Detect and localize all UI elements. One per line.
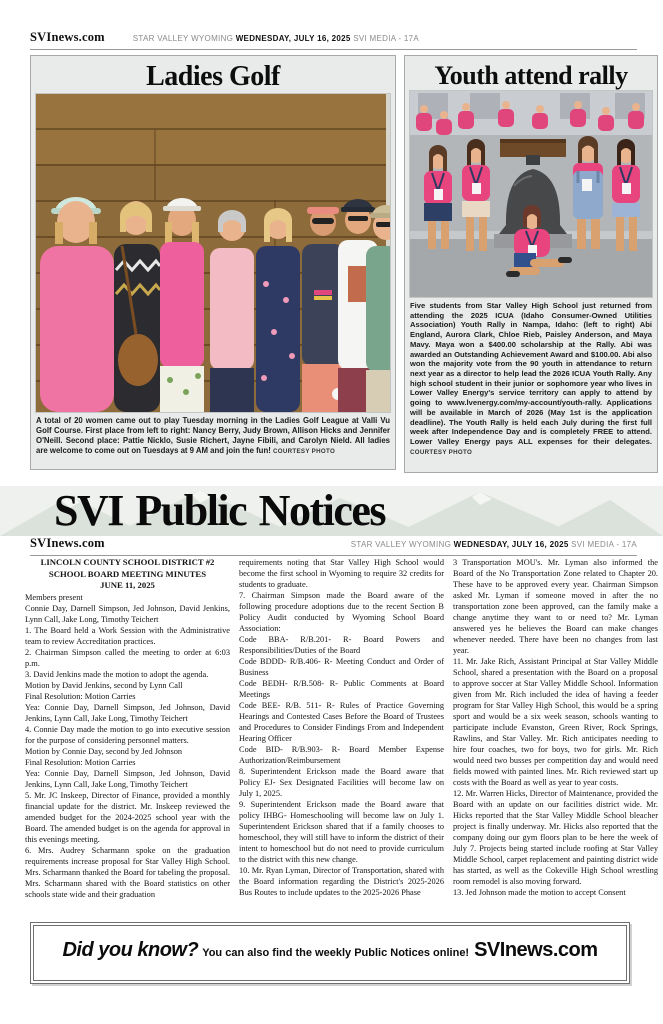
banner-site: SVInews.com [474, 939, 598, 961]
minutes-paragraph: Code BBA- R/B.201- R- Board Powers and Responsibilities/Duties of the Board [239, 635, 444, 655]
rally-photo-credit: COURTESY PHOTO [410, 448, 473, 456]
minutes-column-3 [453, 557, 658, 900]
minutes-paragraph: Code BDDD- R/B.406- R- Meeting Conduct and Order of Business [239, 657, 444, 677]
minutes-paragraph: 4. Connie Day made the motion to go into executive session for the purpose of considering personnel matters. [25, 725, 230, 746]
minutes-column-2 [239, 557, 444, 900]
minutes-paragraph: 3 Transportation MOU's. Mr. Lyman also informed the Board of the No Transportation Zone related to Chapter 20. These have to be approved every year. Chairman Simpson asked Mr. Lyman if someone moved in after the no transportation zone been approved, can the family make a change anytime they want to or need to? Mr. Lyman answered yes he believes the Board can make changes whenever needed. There have been no changes from last year. [453, 558, 658, 655]
minutes-paragraph: 7. Chairman Simpson made the Board aware of the following procedure adoptions due to the recent Section B Policy Audit conducted by Wyoming School Board Association: [239, 591, 444, 633]
minutes-columns [25, 557, 658, 900]
rally-photo [410, 91, 652, 297]
minutes-paragraph: 5. Mr. JC Inskeep, Director of Finance, provided a monthly financial update for the district. Mr. Inskeep reviewed the amended budget for the 2024-2025 school year with the Board. The amended budget is on the agenda for approval in this evenings meeting. [25, 791, 230, 845]
minutes-paragraph: 12. Mr. Warren Hicks, Director of Maintenance, provided the Board with an update on our facilities district wide. Mr. Hicks reported that the Star Valley Middle School bleacher project is finally underway. Mr. Hicks also reported that the company doing our gym floors plan to be here the week of July 7. Projects being started include roofing at Star Valley Middle School, carpet replacement and painting district wide has started, as well as the Cokeville High School wrestling room remodel is also moving forward. [453, 789, 658, 886]
minutes-paragraph: 9. Superintendent Erickson made the Board aware that policy IHBG- Homeschooling will become law on July 1. Superintendent Erickson shared that if a family chooses to homeschool, they will still have to inform the district of their intent to homeschool but do not need to provide curriculum to the district with this new change. [239, 800, 444, 864]
minutes-paragraph: Final Resolution: Motion Carries [25, 692, 136, 702]
minutes-paragraph: 2. Chairman Simpson called the meeting to order at 6:03 p.m. [25, 648, 230, 669]
minutes-paragraph: Code BID- R/B.903- R- Board Member Expense Authorization/Reimbursement [239, 745, 444, 765]
minutes-paragraph: 1. The Board held a Work Session with the Administrative team to review Accreditation practices. [25, 626, 230, 647]
rally-headline: Youth attend rally [434, 61, 628, 90]
header-meta: STAR VALLEY WYOMING WEDNESDAY, JULY 16, 2025 SVI MEDIA - 17A [350, 540, 637, 549]
notices-header [30, 536, 637, 556]
rally-caption: Five students from Star Valley High School just returned from attending the 2025 ICUA (Idaho Consumer-Owned Utilities Association) Youth Rally in Nampa, Idaho: (left to right) Abi England, Aurora Clark, Chloe Rieb, Paisley Anderson, and Maya Mavy. Maya won a $400.00 scholarship at the Rally. Abi was awarded an Outstanding Achievement Award and $100.00. Abi also won the majority vote from the 90 youth in attendance to return next year as a director to help lead the 2026 ICUA Youth Rally. Any high school student in their junior or sophomore year who lives in Lower Valley Energy's service territory can apply to attend by going to www.lvenergy.com/my-account/youth-rally. Applications will be available in March of 2026 (May 1st is the application deadline). The Youth Rally is held each July during the first full week after Independence Day and is completely FREE to attend. Lower Valley Energy pays ALL expenses for their delegates. COURTESY PHOTO [410, 301, 652, 456]
minutes-paragraph: Motion by Connie Day, second by Jed Johnson [25, 747, 183, 757]
minutes-paragraph: Code BEE- R/B. 511- R- Rules of Practice Governing Hearings and Contested Cases Before the Board of Trustees and Procedures to Consider Findings From and Independent Hearing Officer [239, 701, 444, 743]
banner-text: You can also find the weekly Public Notices online! [202, 947, 470, 959]
articles-row [30, 55, 658, 473]
golf-caption: A total of 20 women came out to play Tuesday morning in the Ladies Golf League at Valli Vu Golf Course. First place from left to right: Nancy Berry, Judy Brown, Allison Hicks and Jennifer O'Neill. Second place: Pattie Nicklo, Susie Richert, Jayne Fibili, and Carolyn Nield. All ladies are welcome to come out on Tuesdays at 9 AM and join the fun! COURTESY PHOTO [36, 416, 390, 455]
public-notices-masthead [0, 486, 663, 536]
banner-lead: Did you know? [62, 939, 199, 961]
minutes-paragraph: Connie Day, Darnell Simpson, Jed Johnson, David Jenkins, Lynn Call, Jake Long, Timothy Teichert [25, 604, 230, 625]
minutes-paragraph: 8. Superintendent Erickson made the Board aware that Policy EJ- Sex Designated Facilities will become law on July 1, 2025. [239, 767, 444, 798]
minutes-paragraph: Code BEDH- R/B.508- R- Public Comments at Board Meetings [239, 679, 444, 699]
minutes-title-line3: JUNE 11, 2025 [100, 580, 155, 591]
minutes-title-line1: LINCOLN COUNTY SCHOOL DISTRICT #2 [40, 557, 215, 567]
golf-headline: Ladies Golf [146, 61, 280, 92]
site-name: SVInews.com [30, 30, 105, 44]
did-you-know-banner [30, 922, 630, 984]
golf-photo-credit: COURTESY PHOTO [272, 447, 336, 455]
minutes-paragraph: 6. Mrs. Audrey Scharmann spoke on the graduation requirements increase proposal for Star Valley High School. Mrs. Scharmann thanked the Board for tabeling the proposal. Mrs. Scharmann shared with the Board statistics on other schools state wide and their graduation [25, 846, 230, 900]
minutes-paragraph: Yea: Connie Day, Darnell Simpson, Jed Johnson, David Jenkins, Lynn Call, Jake Long, Timothy Teichert [25, 769, 230, 790]
minutes-paragraph: Motion by David Jenkins, second by Lynn Call [25, 681, 183, 691]
article-ladies-golf [30, 55, 396, 470]
minutes-paragraph: 3. David Jenkins made the motion to adopt the agenda. [25, 670, 209, 680]
column-2-text [239, 557, 444, 898]
column-1-text [25, 592, 230, 900]
minutes-paragraph: Yea: Connie Day, Darnell Simpson, Jed Johnson, David Jenkins, Lynn Call, Jake Long, Timothy Teichert [25, 703, 230, 724]
minutes-paragraph: 11. Mr. Jake Rich, Assistant Principal at Star Valley Middle School, shared a presentation with the Board on a proposal to approve soccer at Star Valley Middle School. Information given from Mr. Rich included the idea of having a feeder program for Star Valley High School, this would be a spring sport and would be a six week season, schools wanting to participate include Evanston, Green River, Rock Springs, Rawlins, and Star Valley. Mr. Rich anticipates needing to hire four coaches, two for boys, two for girls. Mr. Rich would need two busses per competition day and would need fields mowed with painted lines. Mr. Rich reviewed start up costs with the Board as well as year to year costs. [453, 657, 658, 787]
page-header [30, 30, 637, 50]
public-notices-title: SVI Public Notices [54, 486, 385, 535]
minutes-column-1 [25, 557, 230, 900]
minutes-paragraph: requirements noting that Star Valley High School would become the first school in Wyoming to require 32 credits for students to graduate. [239, 558, 444, 589]
column-3-text [453, 557, 658, 898]
golf-photo [36, 94, 390, 412]
article-youth-rally [404, 55, 658, 473]
minutes-paragraph: 13. Jed Johnson made the motion to accept Consent [453, 888, 626, 897]
minutes-paragraph: Members present [25, 593, 83, 603]
minutes-title-line2: SCHOOL BOARD MEETING MINUTES [48, 568, 207, 579]
minutes-paragraph: Final Resolution: Motion Carries [25, 758, 136, 768]
site-name: SVInews.com [30, 536, 105, 550]
header-meta: STAR VALLEY WYOMING WEDNESDAY, JULY 16, 2025 SVI MEDIA - 17A [132, 34, 420, 43]
minutes-paragraph: 10. Mr. Ryan Lyman, Director of Transportation, shared with the Board information regarding the District's 2025-2026 Bus Routes to include updates to the 2025-2026 Phase [239, 866, 444, 897]
